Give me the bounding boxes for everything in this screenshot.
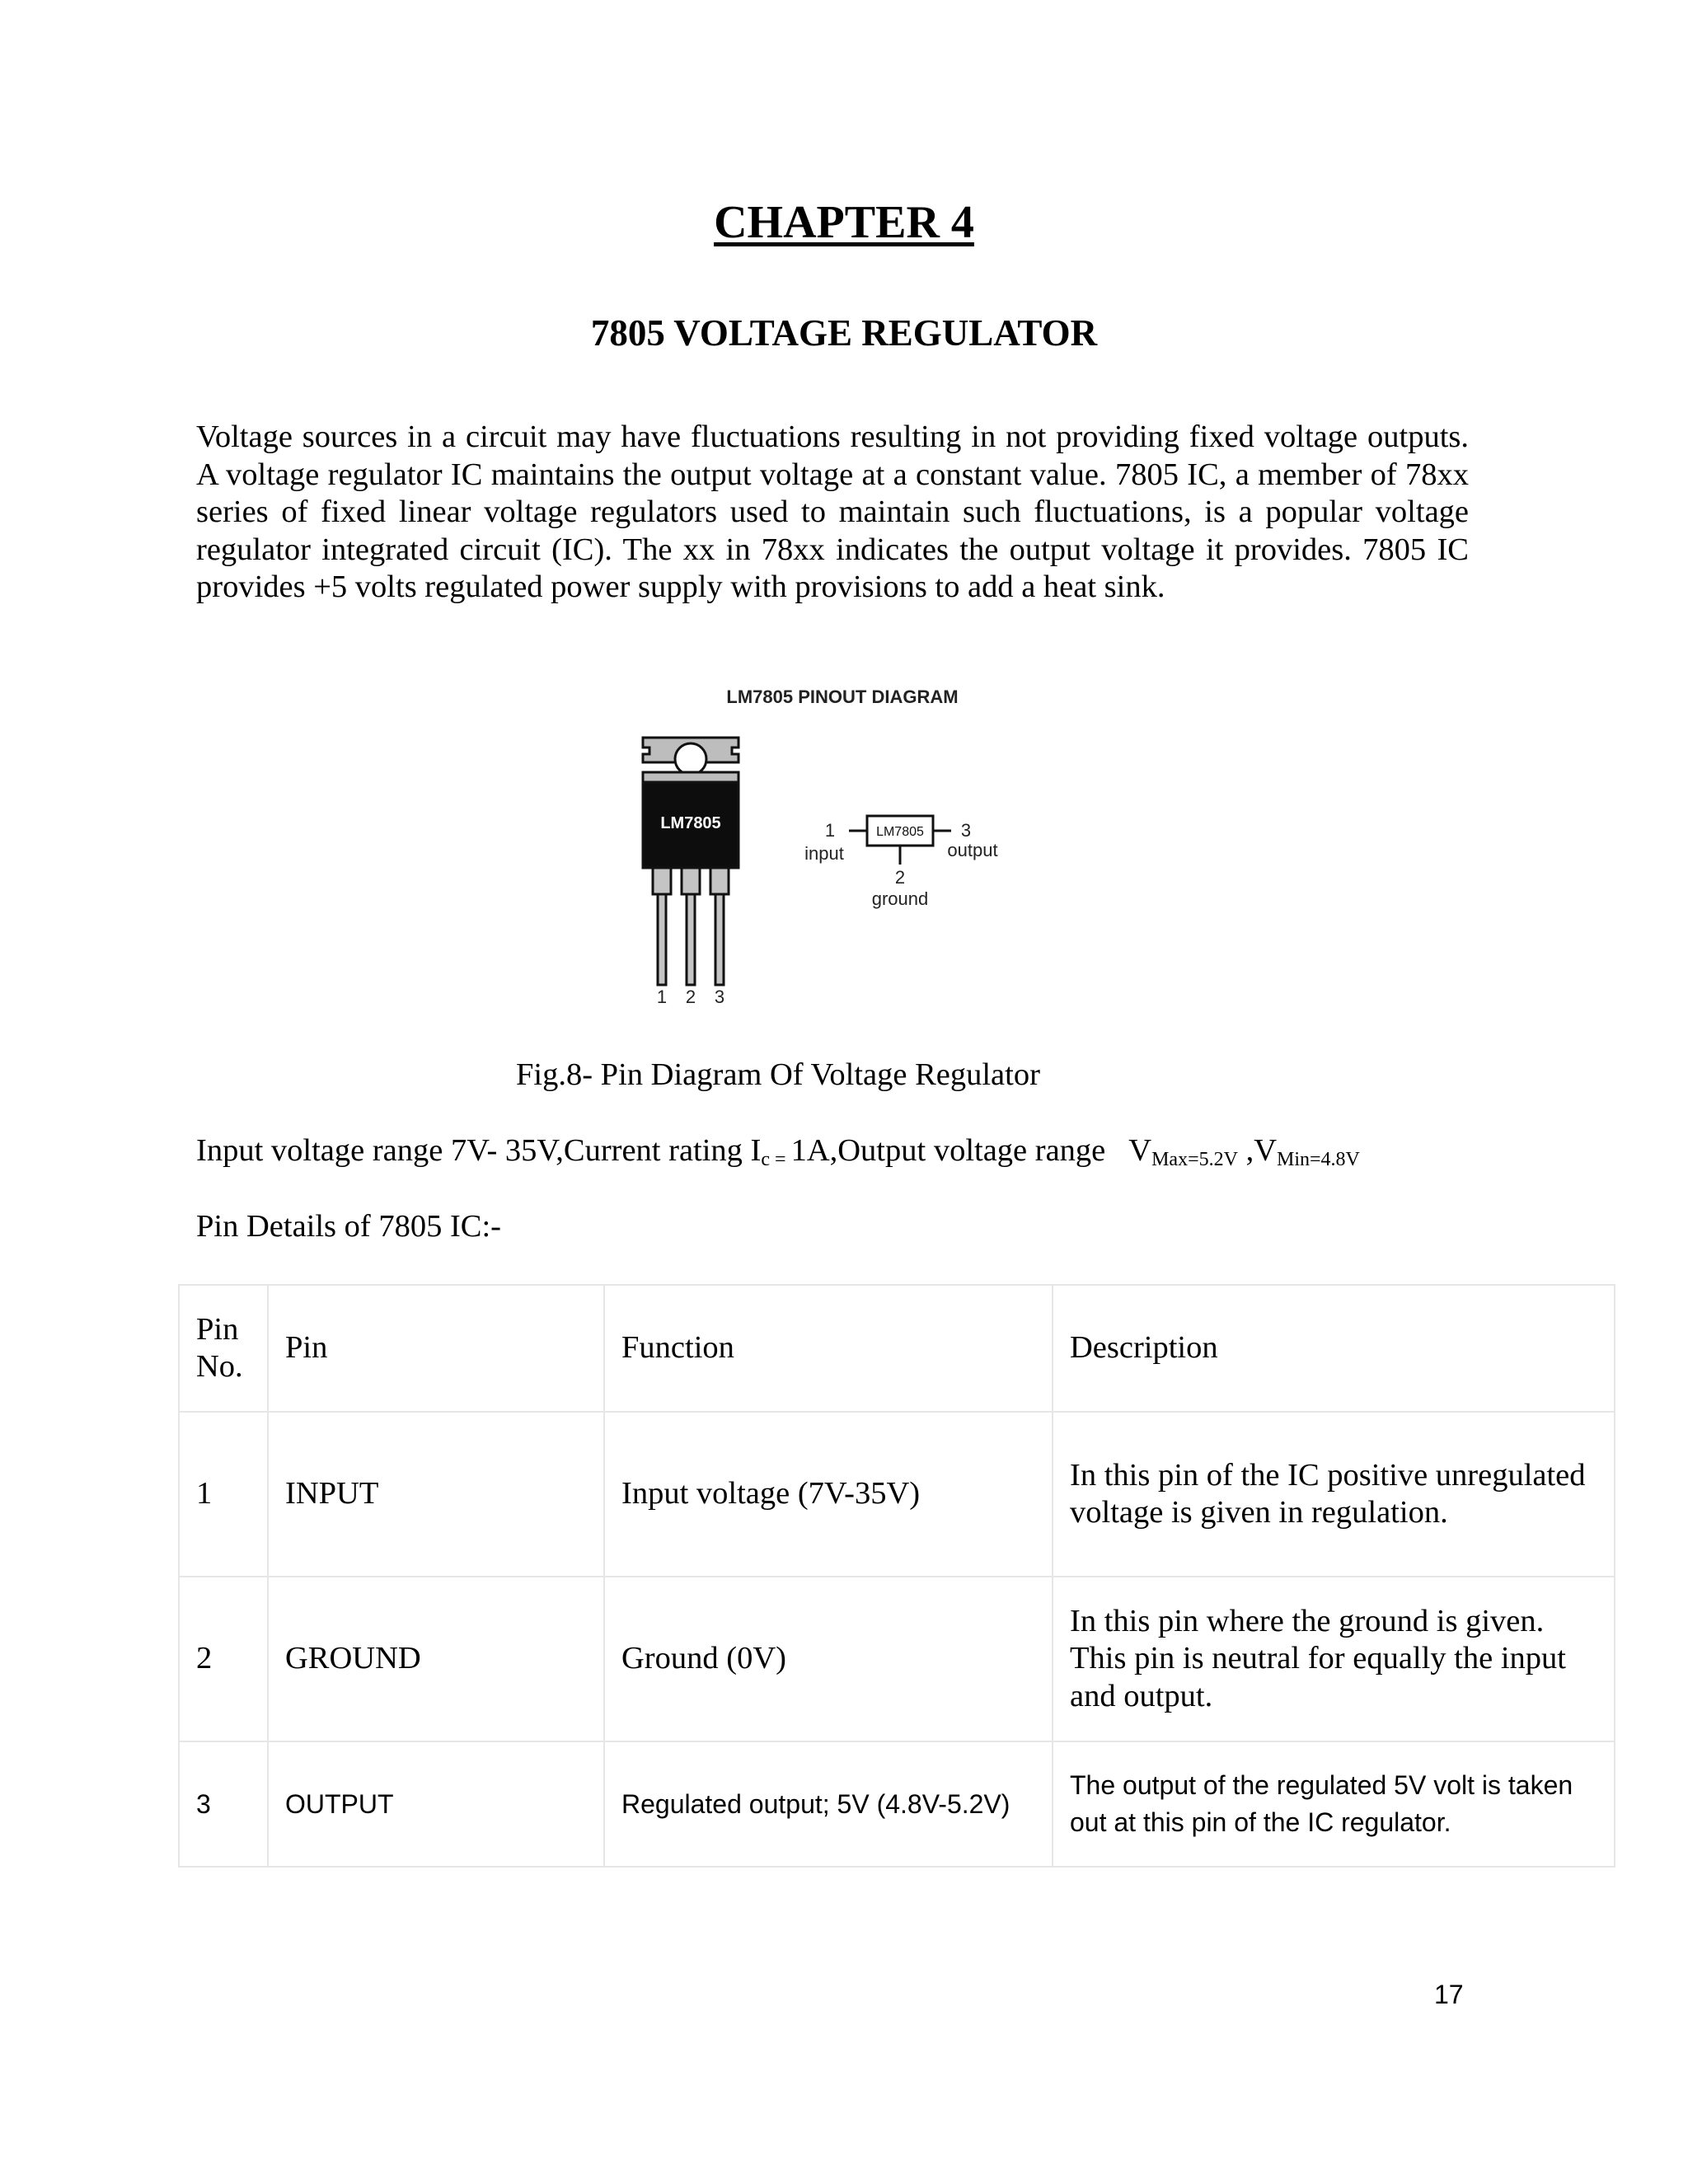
figure-heading: LM7805 PINOUT DIAGRAM	[726, 687, 959, 707]
spec-vmax-symbol: V	[1128, 1133, 1152, 1168]
header-function: Function	[604, 1285, 1053, 1412]
pin3-number: 3	[960, 820, 972, 841]
pin-details-table	[178, 1284, 1615, 1868]
cell-pin-no: 2	[179, 1577, 268, 1741]
pin2-name: ground	[871, 888, 929, 909]
intro-paragraph: Voltage sources in a circuit may have fluctuations resulting in not providing fixed voltage outputs. A voltage regulator IC maintains the output voltage at a constant value. 7805 IC, a member of 78xx series of fixed linear voltage regulators used to maintain such fluctuations, is a popular voltage regulator integrated circuit (IC). The xx in 78xx indicates the output voltage it provides. 7805 IC provides +5 volts regulated power supply with provisions to add a heat sink.	[196, 419, 1469, 604]
spec-ic-subscript: c =	[761, 1149, 791, 1170]
table-row	[179, 1741, 1615, 1867]
chapter-title: CHAPTER 4	[714, 197, 974, 248]
cell-description: In this pin of the IC positive unregulated voltage is given in regulation.	[1053, 1412, 1615, 1577]
package-pin-1: 1	[656, 987, 668, 1007]
regulator-schematic-icon	[804, 816, 997, 909]
spec-text-part2: 1A,Output voltage range	[790, 1133, 1106, 1168]
cell-description: In this pin where the ground is given. This pin is neutral for equally the input and output.	[1053, 1577, 1615, 1741]
cell-pin-no: 3	[179, 1741, 268, 1867]
cell-pin: OUTPUT	[268, 1741, 604, 1867]
pin-details-heading: Pin Details of 7805 IC:-	[196, 1209, 501, 1244]
package-label: LM7805	[660, 814, 721, 832]
cell-function: Ground (0V)	[604, 1577, 1053, 1741]
cell-pin: GROUND	[268, 1577, 604, 1741]
table-row	[179, 1412, 1615, 1577]
cell-pin-no: 1	[179, 1412, 268, 1577]
pin3-name: output	[947, 840, 998, 860]
header-description: Description	[1053, 1285, 1615, 1412]
cell-function: Input voltage (7V-35V)	[604, 1412, 1053, 1577]
spec-vmax-subscript: Max=5.2V	[1151, 1149, 1238, 1170]
table-header-row	[179, 1285, 1615, 1412]
section-title: 7805 VOLTAGE REGULATOR	[590, 312, 1098, 354]
spec-text-part1: Input voltage range 7V- 35V,Current rating I	[196, 1133, 762, 1168]
pin2-number: 2	[894, 867, 906, 888]
schematic-label: LM7805	[876, 825, 924, 839]
spec-vmin-subscript: Min=4.8V	[1277, 1149, 1360, 1170]
pinout-diagram-figure	[602, 680, 1071, 1010]
figure-caption: Fig.8- Pin Diagram Of Voltage Regulator	[516, 1057, 1040, 1092]
header-pin-no: Pin No.	[179, 1285, 268, 1412]
pinout-diagram	[602, 680, 1071, 1010]
cell-pin: INPUT	[268, 1412, 604, 1577]
package-pin-2: 2	[685, 987, 696, 1007]
pin1-name: input	[804, 843, 844, 864]
spec-separator: ,	[1237, 1133, 1254, 1168]
header-pin: Pin	[268, 1285, 604, 1412]
package-leads	[653, 868, 729, 985]
table-row	[179, 1577, 1615, 1741]
package-pin-3: 3	[714, 987, 725, 1007]
spec-vmin-symbol: V	[1254, 1133, 1277, 1168]
page-number: 17	[1434, 1980, 1464, 2009]
spec-line	[196, 1132, 1360, 1171]
pin1-number: 1	[824, 820, 836, 841]
cell-function: Regulated output; 5V (4.8V-5.2V)	[604, 1741, 1053, 1867]
cell-description: The output of the regulated 5V volt is taken out at this pin of the IC regulator.	[1053, 1741, 1615, 1867]
to220-package-icon	[643, 738, 738, 1007]
